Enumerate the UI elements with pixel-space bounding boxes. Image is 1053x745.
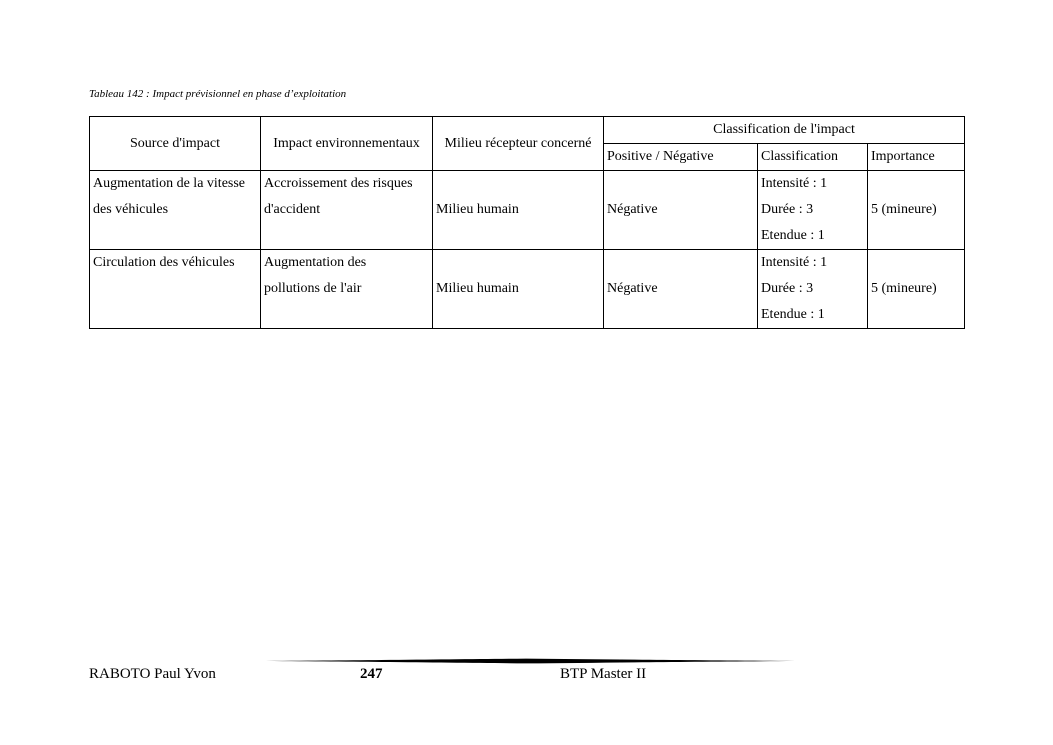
header-milieu: Milieu récepteur concerné xyxy=(433,117,604,171)
cell-milieu: Milieu humain xyxy=(433,250,604,329)
footer-page-number: 247 xyxy=(360,666,383,682)
cell-positive-negative: Négative xyxy=(604,171,758,250)
cell-importance: 5 (mineure) xyxy=(868,250,965,329)
header-impact: Impact environnementaux xyxy=(261,117,433,171)
table-row xyxy=(90,171,965,250)
table-caption: Tableau 142 : Impact prévisionnel en phase d’exploitation xyxy=(89,88,347,100)
cell-line: Circulation des véhicules xyxy=(93,255,235,270)
cell-source xyxy=(90,171,261,250)
cell-line: Intensité : 1 xyxy=(761,176,828,191)
cell-line: Etendue : 1 xyxy=(761,228,825,243)
cell-impact xyxy=(261,250,433,329)
impact-table xyxy=(89,116,965,329)
cell-line: Durée : 3 xyxy=(761,202,814,217)
cell-line: Intensité : 1 xyxy=(761,255,828,270)
header-source: Source d'impact xyxy=(90,117,261,171)
header-importance: Importance xyxy=(868,144,965,171)
cell-line: Augmentation des xyxy=(264,255,367,270)
cell-line: Augmentation de la vitesse xyxy=(93,176,246,191)
cell-line: des véhicules xyxy=(93,202,169,217)
cell-milieu: Milieu humain xyxy=(433,171,604,250)
header-classification-group: Classification de l'impact xyxy=(604,117,965,144)
cell-line: Accroissement des risques xyxy=(264,176,413,191)
cell-classification xyxy=(758,171,868,250)
table-row xyxy=(90,250,965,329)
cell-positive-negative: Négative xyxy=(604,250,758,329)
footer-divider xyxy=(257,657,795,665)
cell-classification xyxy=(758,250,868,329)
header-classification: Classification xyxy=(758,144,868,171)
footer-author: RABOTO Paul Yvon xyxy=(89,666,216,682)
cell-line: Etendue : 1 xyxy=(761,307,825,322)
cell-line: d'accident xyxy=(264,202,321,217)
cell-importance: 5 (mineure) xyxy=(868,171,965,250)
cell-line: Durée : 3 xyxy=(761,281,814,296)
cell-line: pollutions de l'air xyxy=(264,281,362,296)
cell-impact xyxy=(261,171,433,250)
cell-source xyxy=(90,250,261,329)
footer-course: BTP Master II xyxy=(560,666,647,682)
header-positive-negative: Positive / Négative xyxy=(604,144,758,171)
